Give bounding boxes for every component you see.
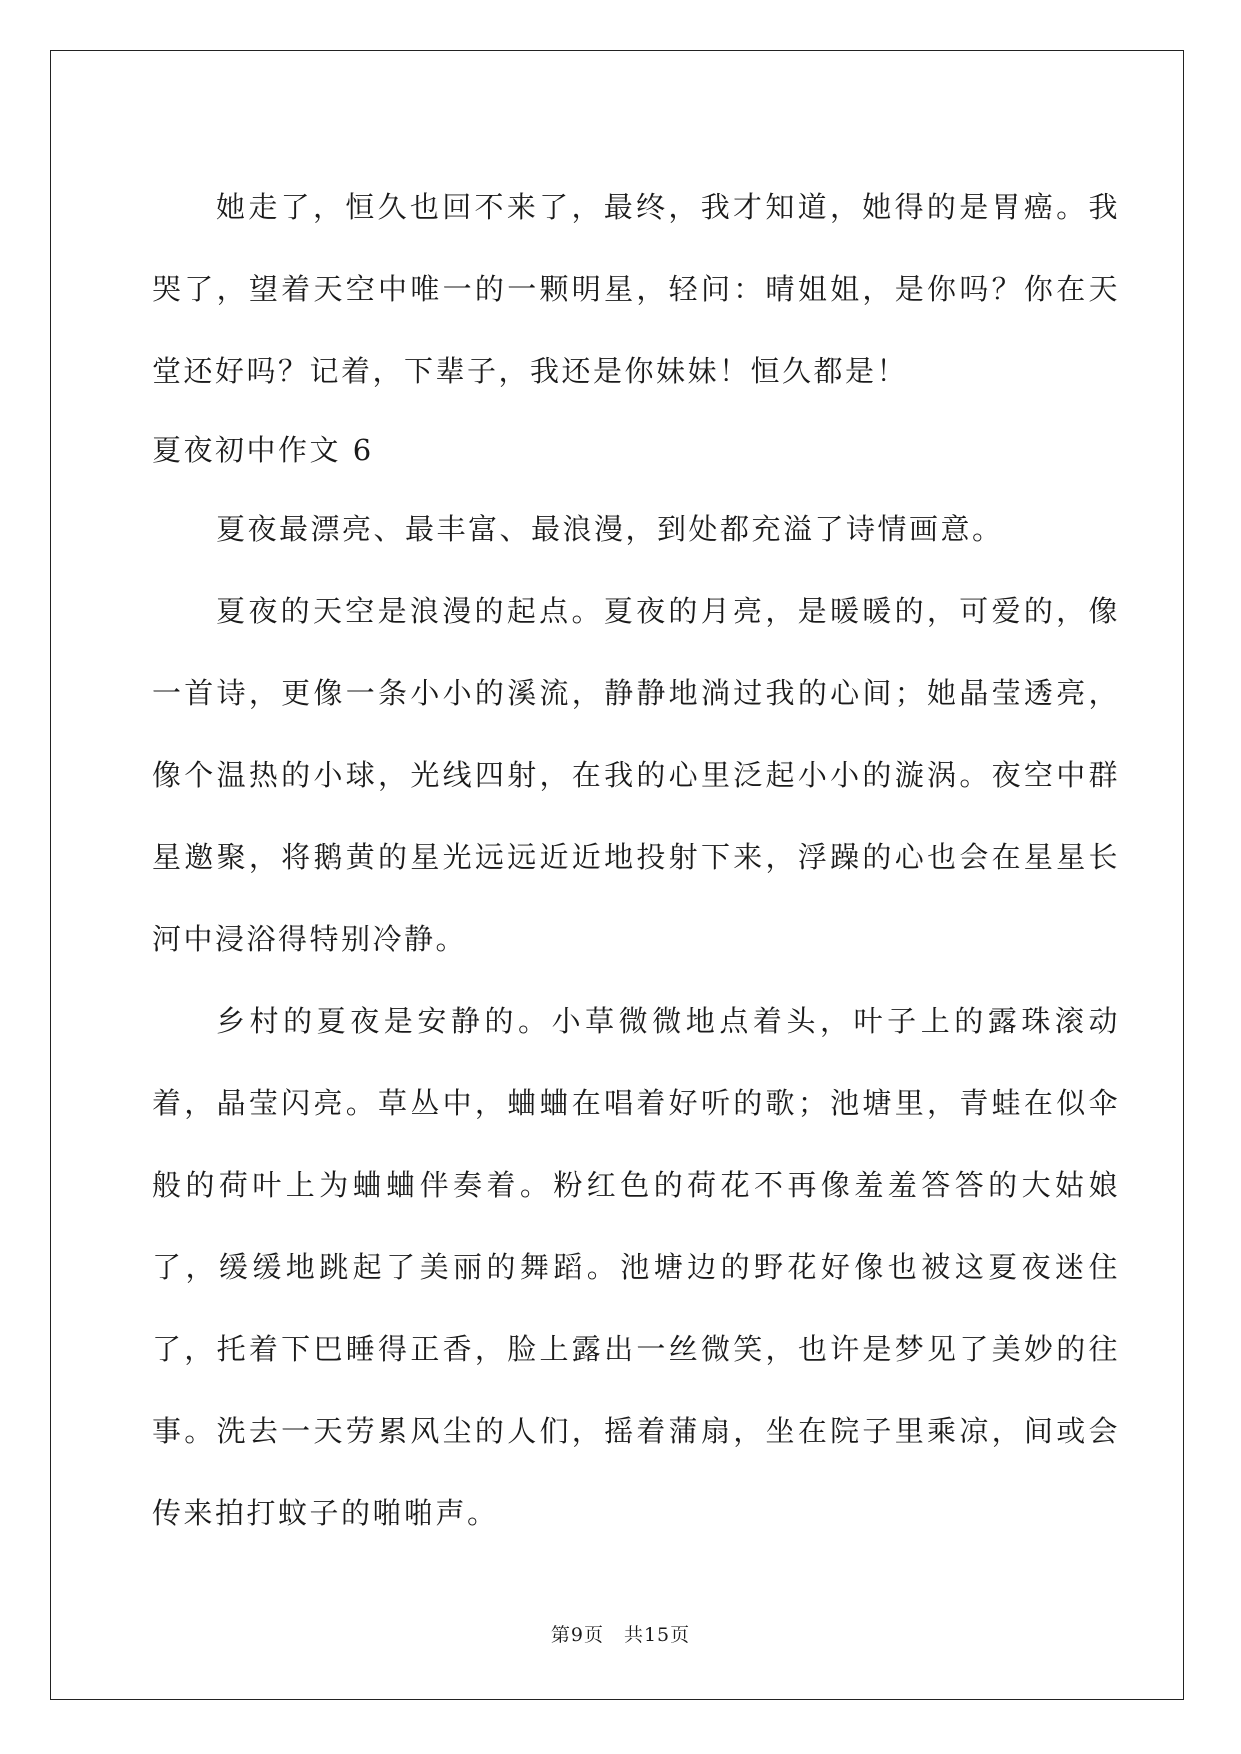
document-body: [152, 166, 1120, 1554]
paragraph-4: 乡村的夏夜是安静的。小草微微地点着头，叶子上的露珠滚动着，晶莹闪亮。草丛中，蛐蛐在唱着好听的歌；池塘里，青蛙在似伞般的荷叶上为蛐蛐伴奏着。粉红色的荷花不再像羞羞答答的大姑娘了，缓缓地跳起了美丽的舞蹈。池塘边的野花好像也被这夏夜迷住了，托着下巴睡得正香，脸上露出一丝微笑，也许是梦见了美妙的往事。洗去一天劳累风尘的人们，摇着蒲扇，坐在院子里乘凉，间或会传来拍打蚊子的啪啪声。: [152, 1004, 1120, 1530]
paragraph-1: 她走了，恒久也回不来了，最终，我才知道，她得的是胃癌。我哭了，望着天空中唯一的一颗明星，轻问：晴姐姐，是你吗？你在天堂还好吗？记着，下辈子，我还是你妹妹！恒久都是！: [152, 190, 1120, 388]
paragraph-2: 夏夜最漂亮、最丰富、最浪漫，到处都充溢了诗情画意。: [216, 512, 1004, 546]
paragraph-3: 夏夜的天空是浪漫的起点。夏夜的月亮，是暖暖的，可爱的，像一首诗，更像一条小小的溪流，静静地淌过我的心间；她晶莹透亮，像个温热的小球，光线四射，在我的心里泛起小小的漩涡。夜空中群星邀聚，将鹅黄的星光远远近近地投射下来，浮躁的心也会在星星长河中浸浴得特别冷静。: [152, 594, 1120, 956]
page-footer: [0, 1620, 1241, 1647]
page-number: 第9页: [550, 1624, 604, 1646]
section-heading: 夏夜初中作文 6: [152, 433, 374, 467]
page-total: 共15页: [623, 1624, 691, 1646]
